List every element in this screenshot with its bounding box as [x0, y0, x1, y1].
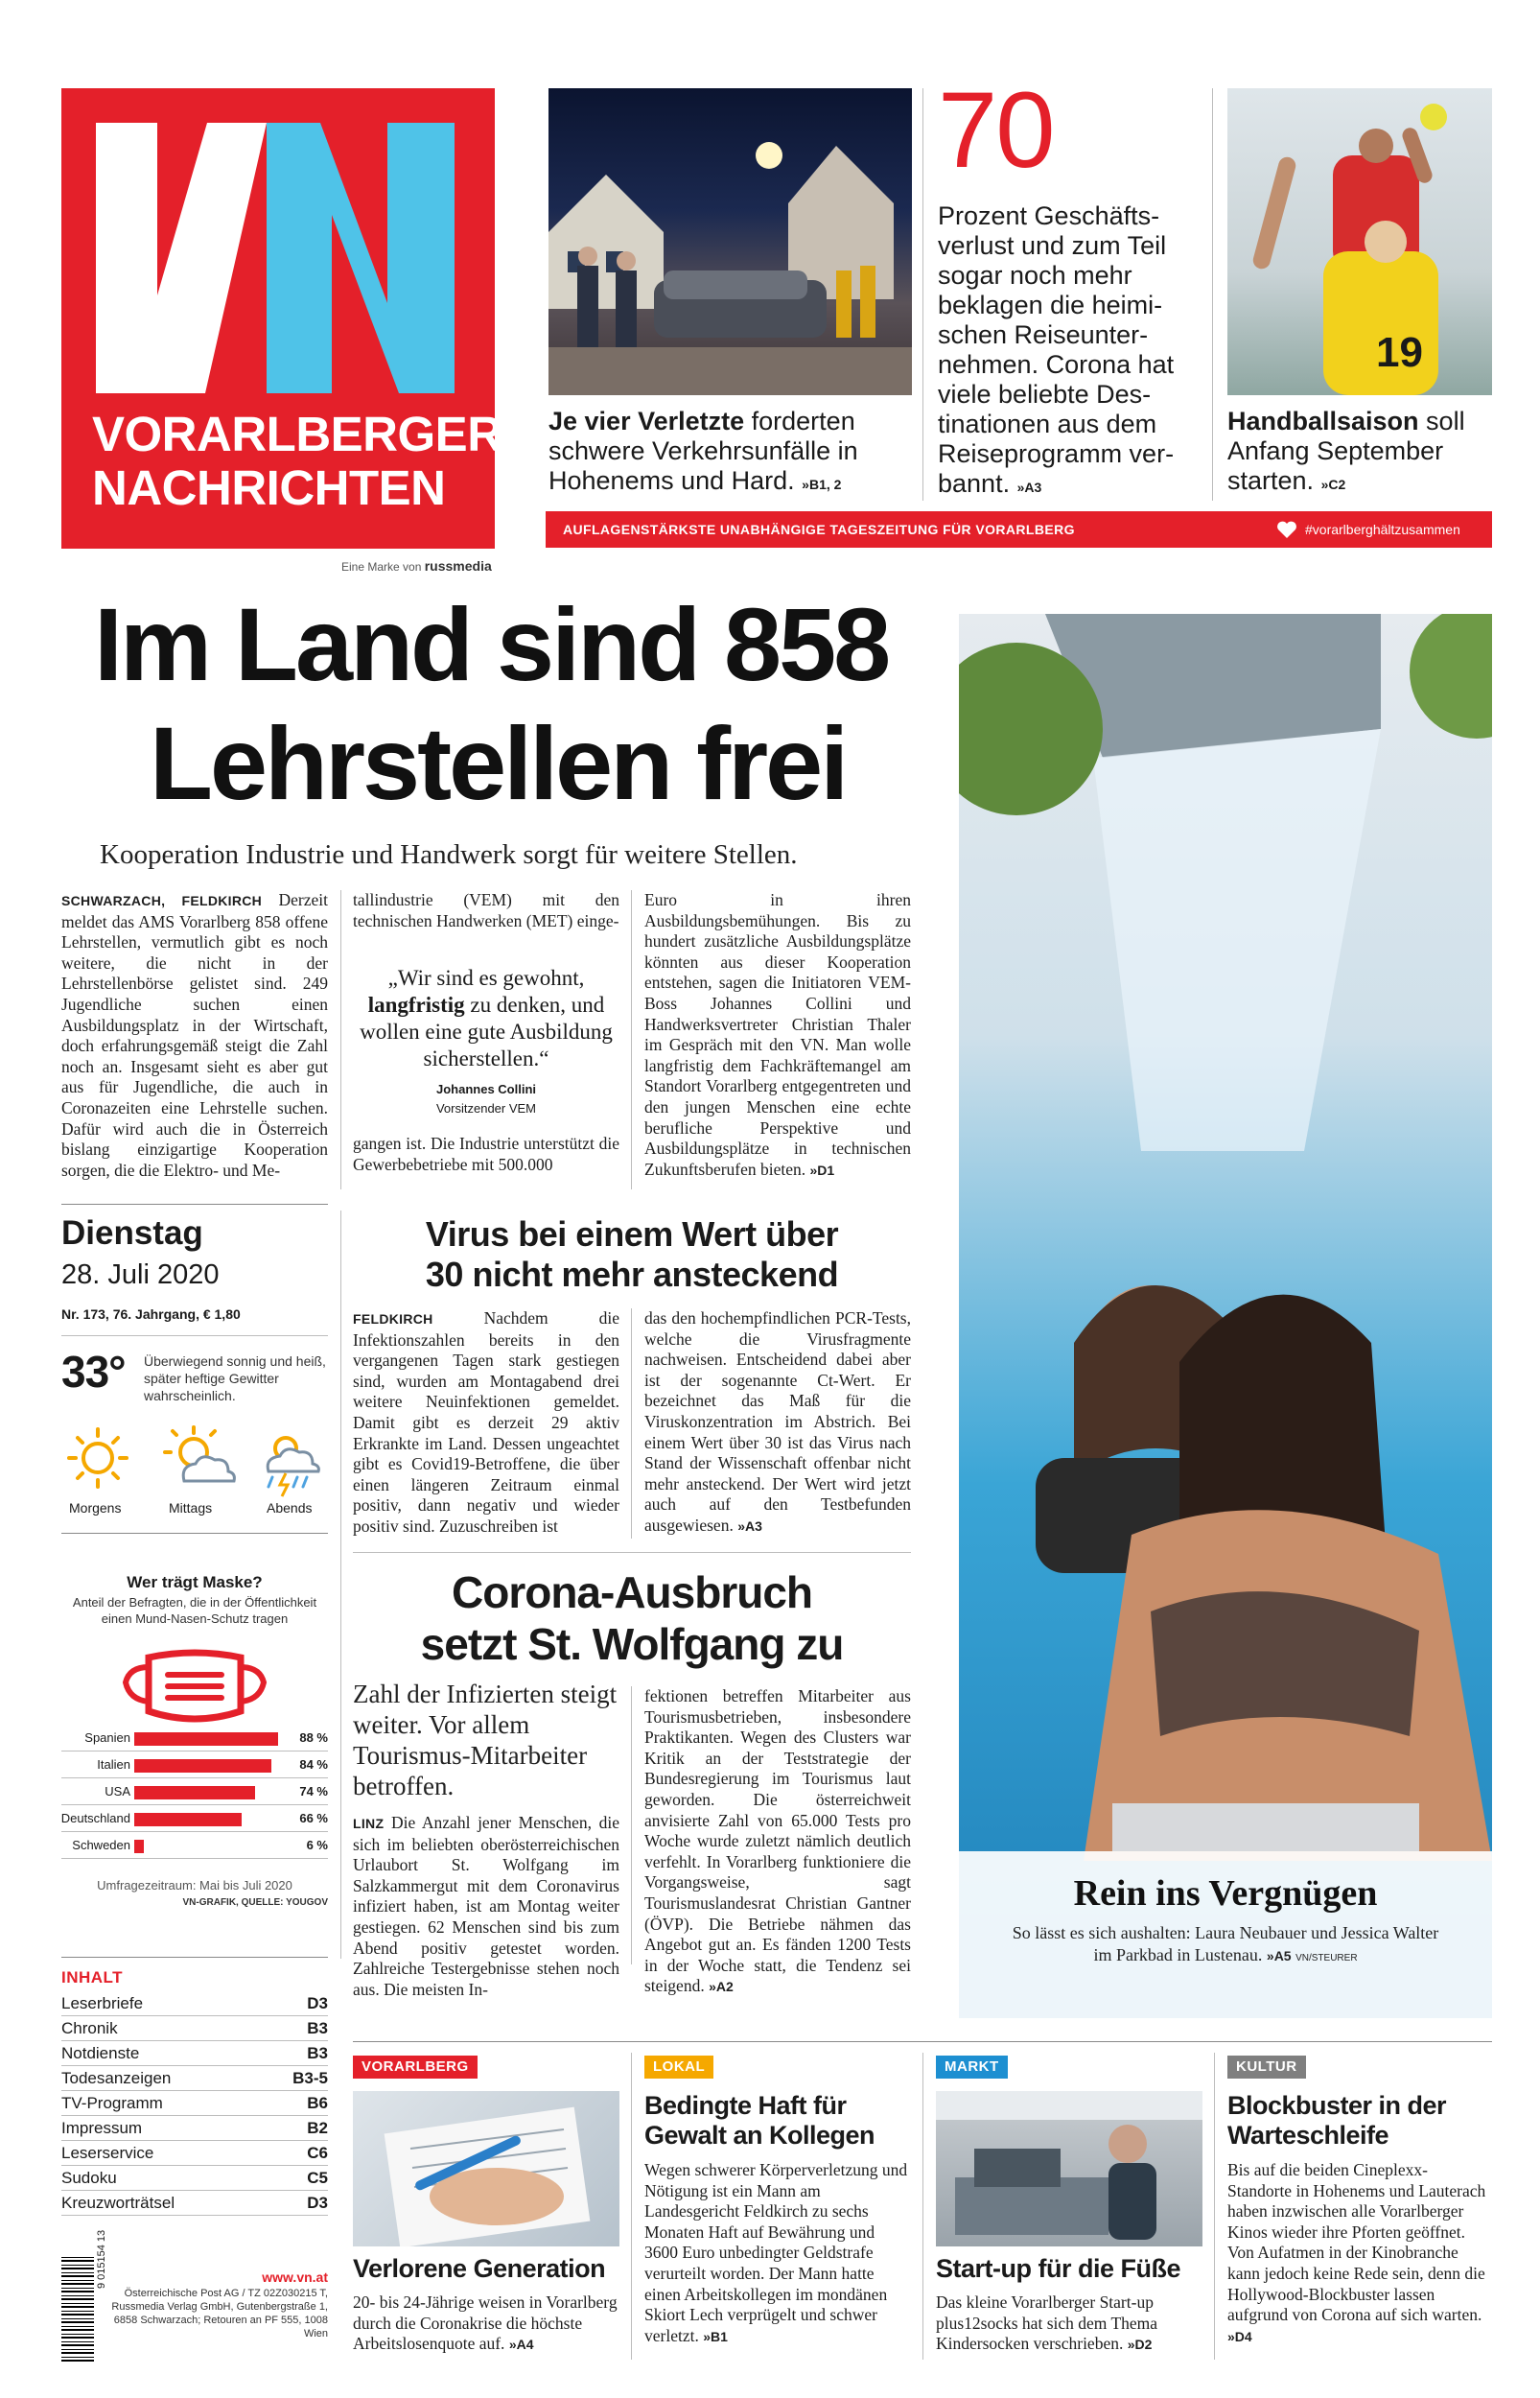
- brand-line-2: NACHRICHTEN: [92, 460, 446, 515]
- quote-author: Johannes Collini: [435, 1082, 536, 1096]
- inhalt-row[interactable]: [61, 2066, 328, 2091]
- mask-chart-value: 88 %: [299, 1730, 328, 1745]
- quote-bold: langfristig: [367, 993, 465, 1017]
- weekday: Dienstag: [61, 1214, 203, 1252]
- inhalt-row-page: C5: [307, 2169, 328, 2187]
- mask-chart-period: Umfragezeitraum: Mai bis Juli 2020: [97, 1878, 292, 1893]
- divider: [340, 890, 341, 1189]
- mask-chart-bar: [134, 1813, 242, 1826]
- handball-photo[interactable]: [1227, 88, 1492, 395]
- virus-col1-text: Nachdem die Infektionszahlen bereits in den vergangenen Tagen stark gestiegen sind, wurden am Montagabend drei weitere Neuinfektionen gemeldet. Damit gibt es derzeit 29 aktiv Erkrankte im Land. Dessen ungeachtet gibt es Covid19-Betroffene, die über einen längeren Zeitraum einmal positiv, dann negativ und wieder positiv sind. Zuzuschreiben ist: [353, 1308, 619, 1536]
- tagline-banner: [546, 511, 1492, 548]
- wolfgang-col1-text: Die Anzahl jener Menschen, die sich im beliebten oberösterreichischen Urlaubort St. Wolfgang im Salzkammergut mit dem Coronavirus infiziert haben, ist am Montag weiter gestiegen. 62 Menschen sind bis zum Abend positiv getestet worden. Zahlreiche Testergebnisse stehen noch aus. Die meisten In-: [353, 1813, 619, 1999]
- markt-photo[interactable]: [936, 2091, 1202, 2246]
- stat-number: 70: [938, 70, 1054, 190]
- photo-feature-title[interactable]: Rein ins Vergnügen: [1073, 1873, 1378, 1914]
- inhalt-row-page: C6: [307, 2144, 328, 2162]
- lead-quote: [353, 965, 619, 1072]
- virus-col2-text: das den hochempfindlichen PCR-Tests, welche die Virusfragmente nachweisen. Entscheidend dabei aber ist der sogenannte Ct-Wert. Er bezeichnet das Maß für die Viruskonzentration im Abstrich. Bei einem Wert über 30 ist das Virus nach Stand der Wissenschaft offenbar nicht mehr ansteckend. Der Wert wird jetzt auch auf den Testbefunden ausgewiesen.: [644, 1308, 911, 1535]
- sewing-workshop-graphic: [936, 2091, 1202, 2246]
- divider: [922, 88, 923, 501]
- divider: [631, 1308, 632, 1539]
- virus-ref[interactable]: »A3: [737, 1517, 762, 1534]
- inhalt-row[interactable]: [61, 2041, 328, 2066]
- inhalt-row-page: B2: [307, 2119, 328, 2137]
- wolfgang-intro: Zahl der Infizierten steigt weiter. Vor allem Tourismus-Mitarbeiter betroffen.: [353, 1680, 618, 1800]
- inhalt-row-page: D3: [307, 2194, 328, 2212]
- period-mittags: Mittags: [169, 1500, 213, 1516]
- wolfgang-headline-2[interactable]: setzt St. Wolfgang zu: [420, 1619, 844, 1669]
- divider: [353, 2041, 1492, 2042]
- divider: [340, 1211, 341, 1959]
- divider: [61, 1957, 328, 1958]
- weather-desc: Überwiegend sonnig und heiß, später heftige Gewitter wahrscheinlich.: [144, 1353, 326, 1403]
- section-tag-lokal[interactable]: LOKAL: [644, 2056, 713, 2079]
- virus-column-2: [644, 1308, 911, 1538]
- divider: [631, 2053, 632, 2360]
- divider: [61, 1533, 328, 1534]
- pool-scene-graphic: [959, 614, 1492, 2018]
- lead-col2-bottom: gangen ist. Die Industrie unterstützt die Gewerbebetriebe mit 500.000: [353, 1134, 619, 1174]
- inhalt-row-label: Leserservice: [61, 2144, 154, 2162]
- mask-chart-category: USA: [105, 1784, 130, 1798]
- lokal-headline[interactable]: Bedingte Haft für Gewalt an Kollegen: [644, 2091, 875, 2150]
- section-tag-vorarlberg[interactable]: VORARLBERG: [353, 2056, 478, 2079]
- tagline-text: AUFLAGENSTÄRKSTE UNABHÄNGIGE TAGESZEITUNG FÜR VORARLBERG: [563, 522, 1075, 537]
- divider: [631, 1686, 632, 1964]
- face-mask-icon: [120, 1648, 269, 1727]
- accident-teaser-text: forderten schwere Verkehrsunfälle in Hohenems und Hard.: [548, 407, 858, 495]
- mask-chart-value: 66 %: [299, 1811, 328, 1825]
- svg-text:19: 19: [1376, 329, 1423, 376]
- mask-chart-credit: VN-GRAFIK, QUELLE: YOUGOV: [182, 1897, 328, 1908]
- inhalt-row-label: Impressum: [61, 2119, 143, 2137]
- mask-chart-category: Spanien: [84, 1730, 130, 1745]
- mask-chart-title: Wer trägt Maske?: [127, 1573, 263, 1591]
- sun-cloud-icon: [165, 1427, 234, 1481]
- stat-teaser[interactable]: [938, 201, 1189, 503]
- hashtag-text[interactable]: #vorarlberghältzusammen: [1305, 522, 1460, 537]
- mask-chart-row: [61, 1778, 328, 1805]
- inhalt-row[interactable]: [61, 2116, 328, 2141]
- barcode: [61, 2256, 94, 2362]
- stat-teaser-text: Prozent Geschäftsverlust und zum Teil sogar noch mehr beklagen die heimischen Reiseunternehmen. Corona hat viele beliebte Destinationen aus dem Reiseprogramm verbannt.: [938, 201, 1175, 498]
- kultur-text: [1227, 2160, 1492, 2347]
- marke-text: Eine Marke von: [341, 560, 422, 574]
- inhalt-row-label: Notdienste: [61, 2044, 140, 2062]
- inhalt-row-page: D3: [307, 1994, 328, 2012]
- handball-scene-graphic: [1227, 88, 1492, 395]
- vn-logo[interactable]: [61, 88, 502, 549]
- mask-chart-subtitle: Anteil der Befragten, die in der Öffentlichkeit einen Mund-Nasen-Schutz tragen: [72, 1595, 317, 1626]
- mask-chart-bar: [134, 1786, 255, 1799]
- vorarlberg-text: [353, 2292, 619, 2356]
- vorarlberg-body: 20- bis 24-Jährige weisen in Vorarlberg durch die Coronakrise die höchste Arbeitslosenquote auf.: [353, 2292, 618, 2354]
- inhalt-row[interactable]: [61, 2191, 328, 2216]
- weather-icons: [63, 1423, 332, 1500]
- virus-column-1: [353, 1308, 619, 1538]
- wolfgang-column-2: [644, 1686, 911, 1998]
- divider: [353, 1552, 911, 1553]
- quote-role: Vorsitzender VEM: [435, 1101, 537, 1116]
- quote-part-2: zu denken, und wollen eine gute Ausbildung sicherstellen.“: [360, 993, 613, 1070]
- vorarlberg-ref[interactable]: »A4: [508, 2337, 534, 2353]
- accident-teaser-ref[interactable]: »B1, 2: [802, 477, 842, 492]
- imprint-text: Österreichische Post AG / TZ 02Z030215 T, Russmedia Verlag GmbH, Gutenbergstraße 1, 6858 Schwarzach; Retouren an PF 555, 1008 Wien: [111, 2288, 328, 2339]
- inhalt-row-label: Leserbriefe: [61, 1994, 144, 2012]
- mask-chart-bar: [134, 1732, 278, 1746]
- inhalt-row-label: TV-Programm: [61, 2094, 163, 2112]
- issue-info: Nr. 173, 76. Jahrgang, € 1,80: [61, 1306, 241, 1322]
- inhalt-row-label: Sudoku: [61, 2169, 117, 2187]
- mask-chart-row: [61, 1725, 328, 1751]
- inhalt-row[interactable]: [61, 2016, 328, 2041]
- lead-subhead: Kooperation Industrie und Handwerk sorgt für weitere Stellen.: [100, 839, 798, 870]
- thunderstorm-icon: [268, 1438, 318, 1496]
- accident-photo[interactable]: [548, 88, 912, 395]
- handball-teaser-bold: Handballsaison: [1227, 407, 1419, 435]
- divider: [631, 890, 632, 1189]
- lokal-text: [644, 2160, 911, 2347]
- divider: [1212, 88, 1213, 501]
- lead-headline-2[interactable]: Lehrstellen frei: [150, 705, 847, 821]
- mask-chart-value: 74 %: [299, 1784, 328, 1798]
- mask-chart-row: [61, 1751, 328, 1778]
- wolfgang-headline-1[interactable]: Corona-Ausbruch: [452, 1567, 812, 1617]
- pool-photo[interactable]: [959, 614, 1492, 2018]
- inhalt-row-label: Chronik: [61, 2019, 118, 2037]
- inhalt-row-page: B3-5: [292, 2069, 328, 2087]
- inhalt-row-label: Todesanzeigen: [61, 2069, 172, 2087]
- mask-chart-category: Schweden: [72, 1838, 130, 1852]
- period-morgens: Morgens: [69, 1500, 122, 1516]
- mask-chart-row: [61, 1832, 328, 1859]
- inhalt-row-page: B3: [307, 2044, 328, 2062]
- wolfgang-col2-text: fektionen betreffen Mitarbeiter aus Tourismusbetrieben, insbesondere Praktikanten. Wegen des Clusters war Kritik an der Teststrategie der Bundesregierung im Tourismus laut geworden. Die österreichweit anvisierte Zahl von 65.000 Tests pro Woche wurde zuletzt nämlich deutlich verfehlt. In Vorarlberg funktioniere die Vorgangsweise, sagt Tourismuslandesrat Christian Gantner (ÖVP). Die Betriebe nähmen das Angebot gut an. Es fänden 1200 Tests in der Woche statt, die Tendenz sei steigend.: [644, 1686, 911, 1996]
- lead-column-3: [644, 890, 911, 1181]
- russmedia-brand: russmedia: [424, 558, 492, 574]
- markt-ref[interactable]: »D2: [1127, 2337, 1153, 2353]
- lead-col2-top: tallindustrie (VEM) mit den technischen Handwerken (MET) einge-: [353, 890, 619, 930]
- inhalt-row-label: Kreuzworträtsel: [61, 2194, 175, 2212]
- accident-teaser-bold: Je vier Verletzte: [548, 407, 745, 435]
- lead-col1-text: Derzeit meldet das AMS Vorarlberg 858 offene Lehrstellen, vermutlich gibt es noch weitere, die nicht in der Lehrstellenbörse gelistet sind. 249 Jugendliche suchen einen Ausbildungsplatz in der Wirtschaft, doch erfahrungsgemäß steigt die Zahl noch an. Insgesamt sieht es aber gut aus für Jugendliche, die auch in Coronazeiten eine Lehrstelle suchen. Dafür wird auch die in Österreich bislang einzigartige Kooperation sorgen, die die Elektro- und Me-: [61, 890, 328, 1180]
- photo-ref[interactable]: »A5: [1266, 1948, 1292, 1963]
- section-tag-markt[interactable]: MARKT: [936, 2056, 1008, 2079]
- marke-line: [341, 558, 492, 574]
- quote-part-1: „Wir sind es gewohnt,: [387, 966, 585, 990]
- virus-dateline: FELDKIRCH: [353, 1311, 433, 1327]
- inhalt-row[interactable]: [61, 1991, 328, 2016]
- kultur-headline[interactable]: Blockbuster in der Warteschleife: [1227, 2091, 1447, 2150]
- lokal-body: Wegen schwerer Körperverletzung und Nötigung ist ein Mann am Landesgericht Feldkirch zu sechs Monaten Haft auf Bewährung und 3600 Euro unbedingter Geldstrafe verurteilt worden. Der Mann hatte einen Arbeitskollegen im mondänen Skiort Lech verprügelt und schwer verletzt.: [644, 2160, 908, 2345]
- markt-body: Das kleine Vorarlberger Start-up plus12socks hat sich dem Thema Kindersocken verschrieben.: [936, 2292, 1158, 2354]
- inhalt-row[interactable]: [61, 2166, 328, 2191]
- lead-column-1: [61, 890, 328, 1181]
- handball-teaser-ref[interactable]: »C2: [1320, 477, 1346, 492]
- virus-headline-2[interactable]: 30 nicht mehr ansteckend: [425, 1255, 839, 1294]
- mask-chart-row: [61, 1805, 328, 1832]
- sun-icon: [69, 1429, 127, 1487]
- lead-column-2: [353, 890, 619, 931]
- photo-credit: VN/STEURER: [1295, 1953, 1358, 1963]
- mask-chart-category: Italien: [97, 1757, 130, 1772]
- section-tag-kultur[interactable]: KULTUR: [1227, 2056, 1306, 2079]
- divider: [1214, 2053, 1215, 2360]
- weather-temp: 33°: [61, 1347, 126, 1397]
- writing-hand-graphic: [353, 2091, 619, 2246]
- divider: [922, 2053, 923, 2360]
- vorarlberg-headline[interactable]: Verlorene Generation: [353, 2254, 606, 2283]
- kultur-ref[interactable]: »D4: [1227, 2328, 1252, 2344]
- period-abends: Abends: [267, 1500, 313, 1516]
- inhalt-row-page: B6: [307, 2094, 328, 2112]
- photo-caption-text: So lässt es sich aushalten: Laura Neubauer und Jessica Walter im Parkbad in Lustenau.: [1012, 1923, 1439, 1964]
- virus-headline-1[interactable]: Virus bei einem Wert über: [425, 1214, 839, 1254]
- barcode-number: 9 015154 13: [96, 2229, 107, 2289]
- photo-feature-caption: [1007, 1922, 1444, 1969]
- markt-text: [936, 2292, 1202, 2356]
- inhalt-row-page: B3: [307, 2019, 328, 2037]
- vorarlberg-photo[interactable]: [353, 2091, 619, 2246]
- markt-headline[interactable]: Start-up für die Füße: [936, 2254, 1180, 2283]
- lead-headline-1[interactable]: Im Land sind 858: [94, 586, 889, 702]
- inhalt-title: INHALT: [61, 1968, 124, 1987]
- handball-teaser[interactable]: [1227, 407, 1492, 500]
- divider: [61, 1335, 328, 1336]
- website-url[interactable]: www.vn.at: [262, 2269, 328, 2285]
- mask-chart-value: 84 %: [299, 1757, 328, 1772]
- wolfgang-ref[interactable]: »A2: [709, 1979, 734, 1995]
- inhalt-row[interactable]: [61, 2091, 328, 2116]
- mask-chart-value: 6 %: [306, 1838, 328, 1852]
- lead-ref[interactable]: »D1: [809, 1162, 835, 1178]
- wolfgang-dateline: LINZ: [353, 1816, 385, 1831]
- accident-scene-graphic: [548, 88, 912, 395]
- date: 28. Juli 2020: [61, 1259, 220, 1290]
- inhalt-row[interactable]: [61, 2141, 328, 2166]
- mask-chart-category: Deutschland: [60, 1811, 130, 1825]
- divider: [61, 1204, 328, 1205]
- handball-teaser-text: soll Anfang September starten.: [1227, 407, 1465, 495]
- wolfgang-column-1: [353, 1813, 619, 2000]
- kultur-body: Bis auf die beiden Cineplexx-Standorte in Hohenems und Lauterach haben inzwischen alle Vorarlberger Kinos wieder ihre Pforten geöffnet. Von Aufatmen in der Kinobranche kann jedoch keine Rede sein, denn die Hollywood-Blockbuster lassen aufgrund von Corona auf sich warten.: [1227, 2160, 1486, 2325]
- lead-col3-text: Euro in ihren Ausbildungsbemühungen. Bis zu hundert zusätzliche Ausbildungsplätze könnten aus dieser Kooperation entstehen, sagen die Initiatoren VEM-Boss Johannes Collini und Handwerksvertreter Christian Thaler im Gespräch mit den VN. Man wolle langfristig dem Fachkräftemangel am Standort Vorarlberg entgegentreten und den jungen Menschen eine echte berufliche Perspektive und Ausbildungsplätze in technischen Zukunftsberufen bieten.: [644, 890, 911, 1179]
- lokal-ref[interactable]: »B1: [703, 2328, 728, 2344]
- mask-chart-bar: [134, 1759, 271, 1773]
- mask-chart-bar: [134, 1840, 144, 1853]
- brand-line-1: VORARLBERGER: [92, 407, 502, 461]
- accident-teaser[interactable]: [548, 407, 922, 500]
- stat-teaser-ref[interactable]: »A3: [1016, 480, 1042, 495]
- lead-dateline: SCHWARZACH, FELDKIRCH: [61, 893, 263, 908]
- heart-icon: [1276, 520, 1297, 539]
